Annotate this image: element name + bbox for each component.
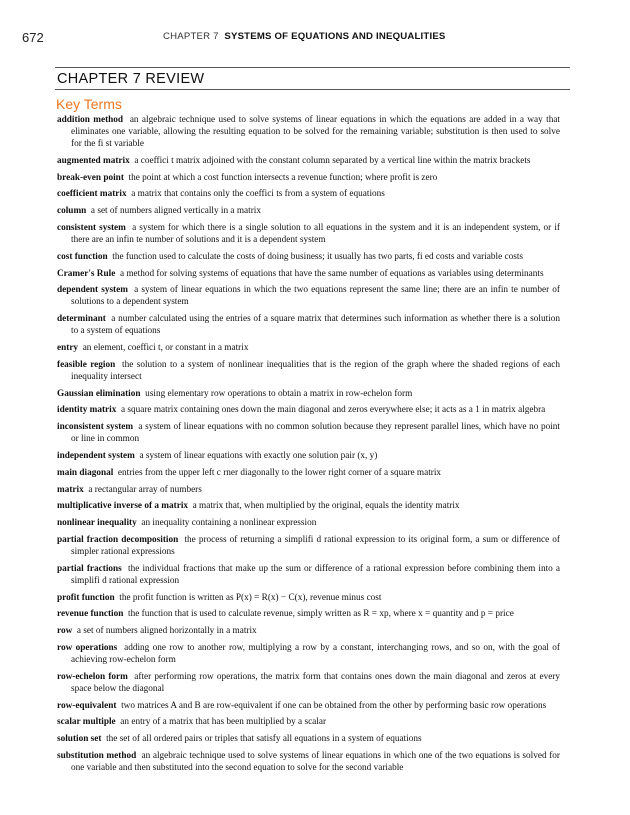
key-term-entry (57, 534, 560, 558)
key-term-name: break-even point (57, 172, 124, 183)
key-term-definition: after performing row operations, the matrix form that contains ones down the main diagonal and zeros at every space below the diagonal (71, 671, 561, 694)
key-term-name: profit function (57, 592, 115, 603)
key-term-entry (57, 750, 560, 774)
key-term-entry (57, 404, 560, 416)
key-term-name: row (57, 626, 73, 637)
key-term-definition: a square matrix containing ones down the main diagonal and zeros everywhere else; it acts as a 1 in matrix algebra (120, 405, 546, 416)
key-term-entry (57, 671, 560, 695)
key-term-entry (57, 517, 560, 529)
chapter-title: SYSTEMS OF EQUATIONS AND INEQUALITIES (224, 31, 446, 42)
key-terms-list (57, 114, 560, 779)
key-term-definition: adding one row to another row, multiplying a row by a constant, interchanging rows, and so on, with the goal of achieving row-echelon form (71, 642, 560, 665)
key-term-name: substitution method (57, 750, 137, 761)
key-term-definition: entries from the upper left c rner diagonally to the lower right corner of a square matrix (117, 467, 442, 478)
key-term-entry (57, 268, 560, 280)
key-term-entry (57, 733, 560, 745)
key-term-definition: using elementary row operations to obtain a matrix in row-echelon form (145, 388, 413, 399)
key-term-entry (57, 222, 560, 246)
key-term-name: identity matrix (57, 405, 117, 416)
key-term-name: inconsistent system (57, 422, 134, 433)
key-term-definition: the profit function is written as P(x) = R(x) − C(x), revenue minus cost (119, 592, 382, 603)
key-term-name: coefficient matrix (57, 189, 127, 200)
running-head (0, 30, 630, 44)
chapter-prefix: CHAPTER 7 (163, 31, 219, 42)
review-title: CHAPTER 7 REVIEW (57, 71, 205, 87)
key-term-name: determinant (57, 314, 106, 325)
key-term-definition: a number calculated using the entries of a square matrix that determines such information as whether there is a solution to a system of equations (71, 314, 560, 337)
key-term-name: addition method (57, 115, 124, 125)
key-term-entry (57, 563, 560, 587)
key-term-definition: a method for solving systems of equations that have the same number of equations as variables using determinants (119, 268, 544, 279)
key-term-definition: the set of all ordered pairs or triples that satisfy all equations in a system of equations (106, 734, 422, 745)
key-term-definition: a system for which there is a single solution to all equations in the system and it is an independent system, or if there are an infin te number of solutions and it is a dependent system (71, 222, 561, 245)
key-term-definition: an algebraic technique used to solve systems of linear equations in which the equations are added in a way that eliminates one variable, allowing the resulting equation to be solved for the remaining variable; substitution is then used to solve for the fi st variable (71, 115, 560, 149)
key-term-name: Gaussian elimination (57, 388, 141, 399)
key-term-definition: the function used to calculate the costs of doing business; it usually has two parts, fi ed costs and variable costs (112, 251, 524, 262)
key-term-definition: the function that is used to calculate revenue, simply written as R = xp, where x = quantity and p = price (128, 609, 514, 620)
key-term-name: row-equivalent (57, 700, 117, 711)
key-term-definition: the solution to a system of nonlinear inequalities that is the region of the graph where the shaded regions of each inequality intersect (71, 359, 560, 382)
review-rule-top (55, 67, 570, 68)
key-term-definition: a matrix that contains only the coeffici ts from a system of equations (131, 189, 385, 200)
key-term-entry (57, 114, 560, 150)
key-term-name: Cramer's Rule (57, 268, 116, 279)
key-term-definition: an element, coeffici t, or constant in a matrix (82, 342, 249, 353)
key-term-name: solution set (57, 734, 102, 745)
key-term-name: multiplicative inverse of a matrix (57, 501, 189, 512)
key-term-definition: a coeffici t matrix adjoined with the constant column separated by a vertical line within the matrix brackets (134, 155, 531, 166)
key-term-definition: a system of linear equations with no common solution because they represent parallel lines, which have no point or line in common (71, 422, 560, 445)
key-term-entry (57, 388, 560, 400)
key-term-definition: a rectangular array of numbers (88, 484, 202, 495)
key-term-entry (57, 592, 560, 604)
key-term-entry (57, 484, 560, 496)
key-term-entry (57, 284, 560, 308)
key-term-name: scalar multiple (57, 717, 116, 728)
key-term-entry (57, 359, 560, 383)
key-term-name: augmented matrix (57, 155, 130, 166)
key-term-name: consistent system (57, 222, 126, 233)
review-rule-bottom (55, 89, 570, 90)
key-term-name: partial fraction decomposition (57, 534, 179, 545)
key-term-entry (57, 421, 560, 445)
key-term-definition: a set of numbers aligned vertically in a matrix (90, 206, 261, 217)
key-term-name: main diagonal (57, 467, 114, 478)
key-term-definition: two matrices A and B are row-equivalent if one can be obtained from the other by performing basic row operations (121, 700, 547, 711)
key-term-entry (57, 500, 560, 512)
key-term-definition: the individual fractions that make up the sum or difference of a rational expression before combining them into a simplifi d rational expression (71, 563, 561, 586)
key-term-entry (57, 467, 560, 479)
key-term-name: nonlinear inequality (57, 518, 137, 529)
key-term-name: partial fractions (57, 563, 122, 574)
key-term-entry (57, 716, 560, 728)
key-term-name: feasible region (57, 359, 116, 370)
key-term-definition: an algebraic technique used to solve systems of linear equations in which one of the two equations is solved for one variable and then substituted into the second equation to solve for the second variable (71, 750, 561, 773)
key-term-entry (57, 642, 560, 666)
key-term-name: revenue function (57, 609, 124, 620)
chapter-label (163, 31, 446, 42)
key-term-definition: an entry of a matrix that has been multiplied by a scalar (120, 717, 327, 728)
key-term-name: column (57, 206, 87, 217)
key-term-entry (57, 700, 560, 712)
key-term-name: matrix (57, 484, 84, 495)
key-term-entry (57, 342, 560, 354)
key-term-entry (57, 450, 560, 462)
key-terms-heading: Key Terms (56, 96, 122, 112)
key-term-entry (57, 188, 560, 200)
key-term-name: dependent system (57, 285, 128, 296)
key-term-entry (57, 205, 560, 217)
key-term-entry (57, 155, 560, 167)
key-term-definition: an inequality containing a nonlinear expression (141, 518, 317, 529)
key-term-name: independent system (57, 450, 135, 461)
key-term-entry (57, 313, 560, 337)
key-term-entry (57, 172, 560, 184)
page-number: 672 (22, 30, 44, 45)
key-term-definition: the process of returning a simplifi d rational expression to its original form, a sum or difference of simpler rational expressions (71, 534, 561, 557)
key-term-entry (57, 625, 560, 637)
key-term-entry (57, 251, 560, 263)
key-term-name: entry (57, 342, 79, 353)
key-term-definition: the point at which a cost function intersects a revenue function; where profit is zero (128, 172, 438, 183)
key-term-name: row-echelon form (57, 671, 128, 682)
key-term-name: cost function (57, 251, 108, 262)
key-term-definition: a system of linear equations in which the two equations represent the same line; there are an infin te number of solutions to a dependent system (71, 285, 561, 308)
key-term-name: row operations (57, 642, 118, 653)
key-term-definition: a system of linear equations with exactly one solution pair (x, y) (139, 450, 378, 461)
key-term-entry (57, 608, 560, 620)
key-term-definition: a matrix that, when multiplied by the original, equals the identity matrix (192, 501, 460, 512)
key-term-definition: a set of numbers aligned horizontally in a matrix (76, 626, 257, 637)
